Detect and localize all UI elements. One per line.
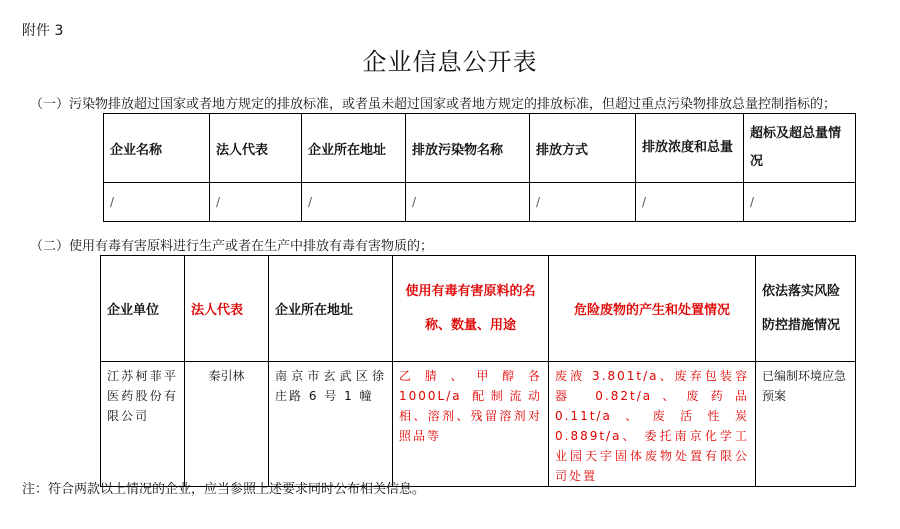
- table-cell: /: [530, 183, 636, 222]
- header-cell: 企业所在地址: [269, 256, 393, 362]
- table-cell: 废液 3.801t/a、废弃包装容器 0.82t/a、废药品 0.11t/a、废活性炭 0.889t/a、 委托南京化学工业园天宇固体废物处置有限公司处置: [549, 362, 756, 487]
- table-cell: /: [636, 183, 744, 222]
- table-cell: /: [302, 183, 406, 222]
- section1-label: （一）污染物排放超过国家或者地方规定的排放标准，或者虽未超过国家或者地方规定的排放标准，但超过重点污染物排放总量控制指标的；: [30, 97, 837, 112]
- header-cell: 企业名称: [104, 114, 210, 183]
- header-cell: 法人代表: [185, 256, 269, 362]
- table-cell: 江苏柯菲平医药股份有限公司: [101, 362, 185, 487]
- table-cell: 南京市玄武区徐庄路 6 号 1 幢: [269, 362, 393, 487]
- table-row: [104, 183, 856, 222]
- footnote: 注：符合两款以上情况的企业，应当参照上述要求同时公布相关信息。: [22, 482, 426, 497]
- section2-table: [100, 255, 856, 487]
- header-cell: 依法落实风险防控措施情况: [756, 256, 856, 362]
- header-cell: 超标及超总量情况: [744, 114, 856, 183]
- header-cell: 使用有毒有害原料的名称、数量、用途: [393, 256, 549, 362]
- table-cell: 已编制环境应急预案: [756, 362, 856, 487]
- table-cell: /: [104, 183, 210, 222]
- table-row: [101, 362, 856, 487]
- table-cell: /: [744, 183, 856, 222]
- header-cell: 法人代表: [210, 114, 302, 183]
- table-cell: 乙腈、甲醇各 1000L/a 配制流动相、溶剂、残留溶剂对照品等: [393, 362, 549, 487]
- attachment-label: 附件 3: [22, 23, 64, 39]
- section1-table: [103, 113, 856, 222]
- header-cell: 企业所在地址: [302, 114, 406, 183]
- table-header-row: [101, 256, 856, 362]
- header-cell: 排放污染物名称: [406, 114, 530, 183]
- section2-label: （二）使用有毒有害原料进行生产或者在生产中排放有毒有害物质的；: [30, 239, 434, 254]
- table-cell: /: [406, 183, 530, 222]
- header-cell: 企业单位: [101, 256, 185, 362]
- page-title: 企业信息公开表: [362, 48, 538, 76]
- table-header-row: [104, 114, 856, 183]
- header-cell: 排放方式: [530, 114, 636, 183]
- header-cell: 排放浓度和总量: [636, 114, 744, 183]
- table-cell: /: [210, 183, 302, 222]
- table-cell: 秦引林: [185, 362, 269, 487]
- header-cell: 危险废物的产生和处置情况: [549, 256, 756, 362]
